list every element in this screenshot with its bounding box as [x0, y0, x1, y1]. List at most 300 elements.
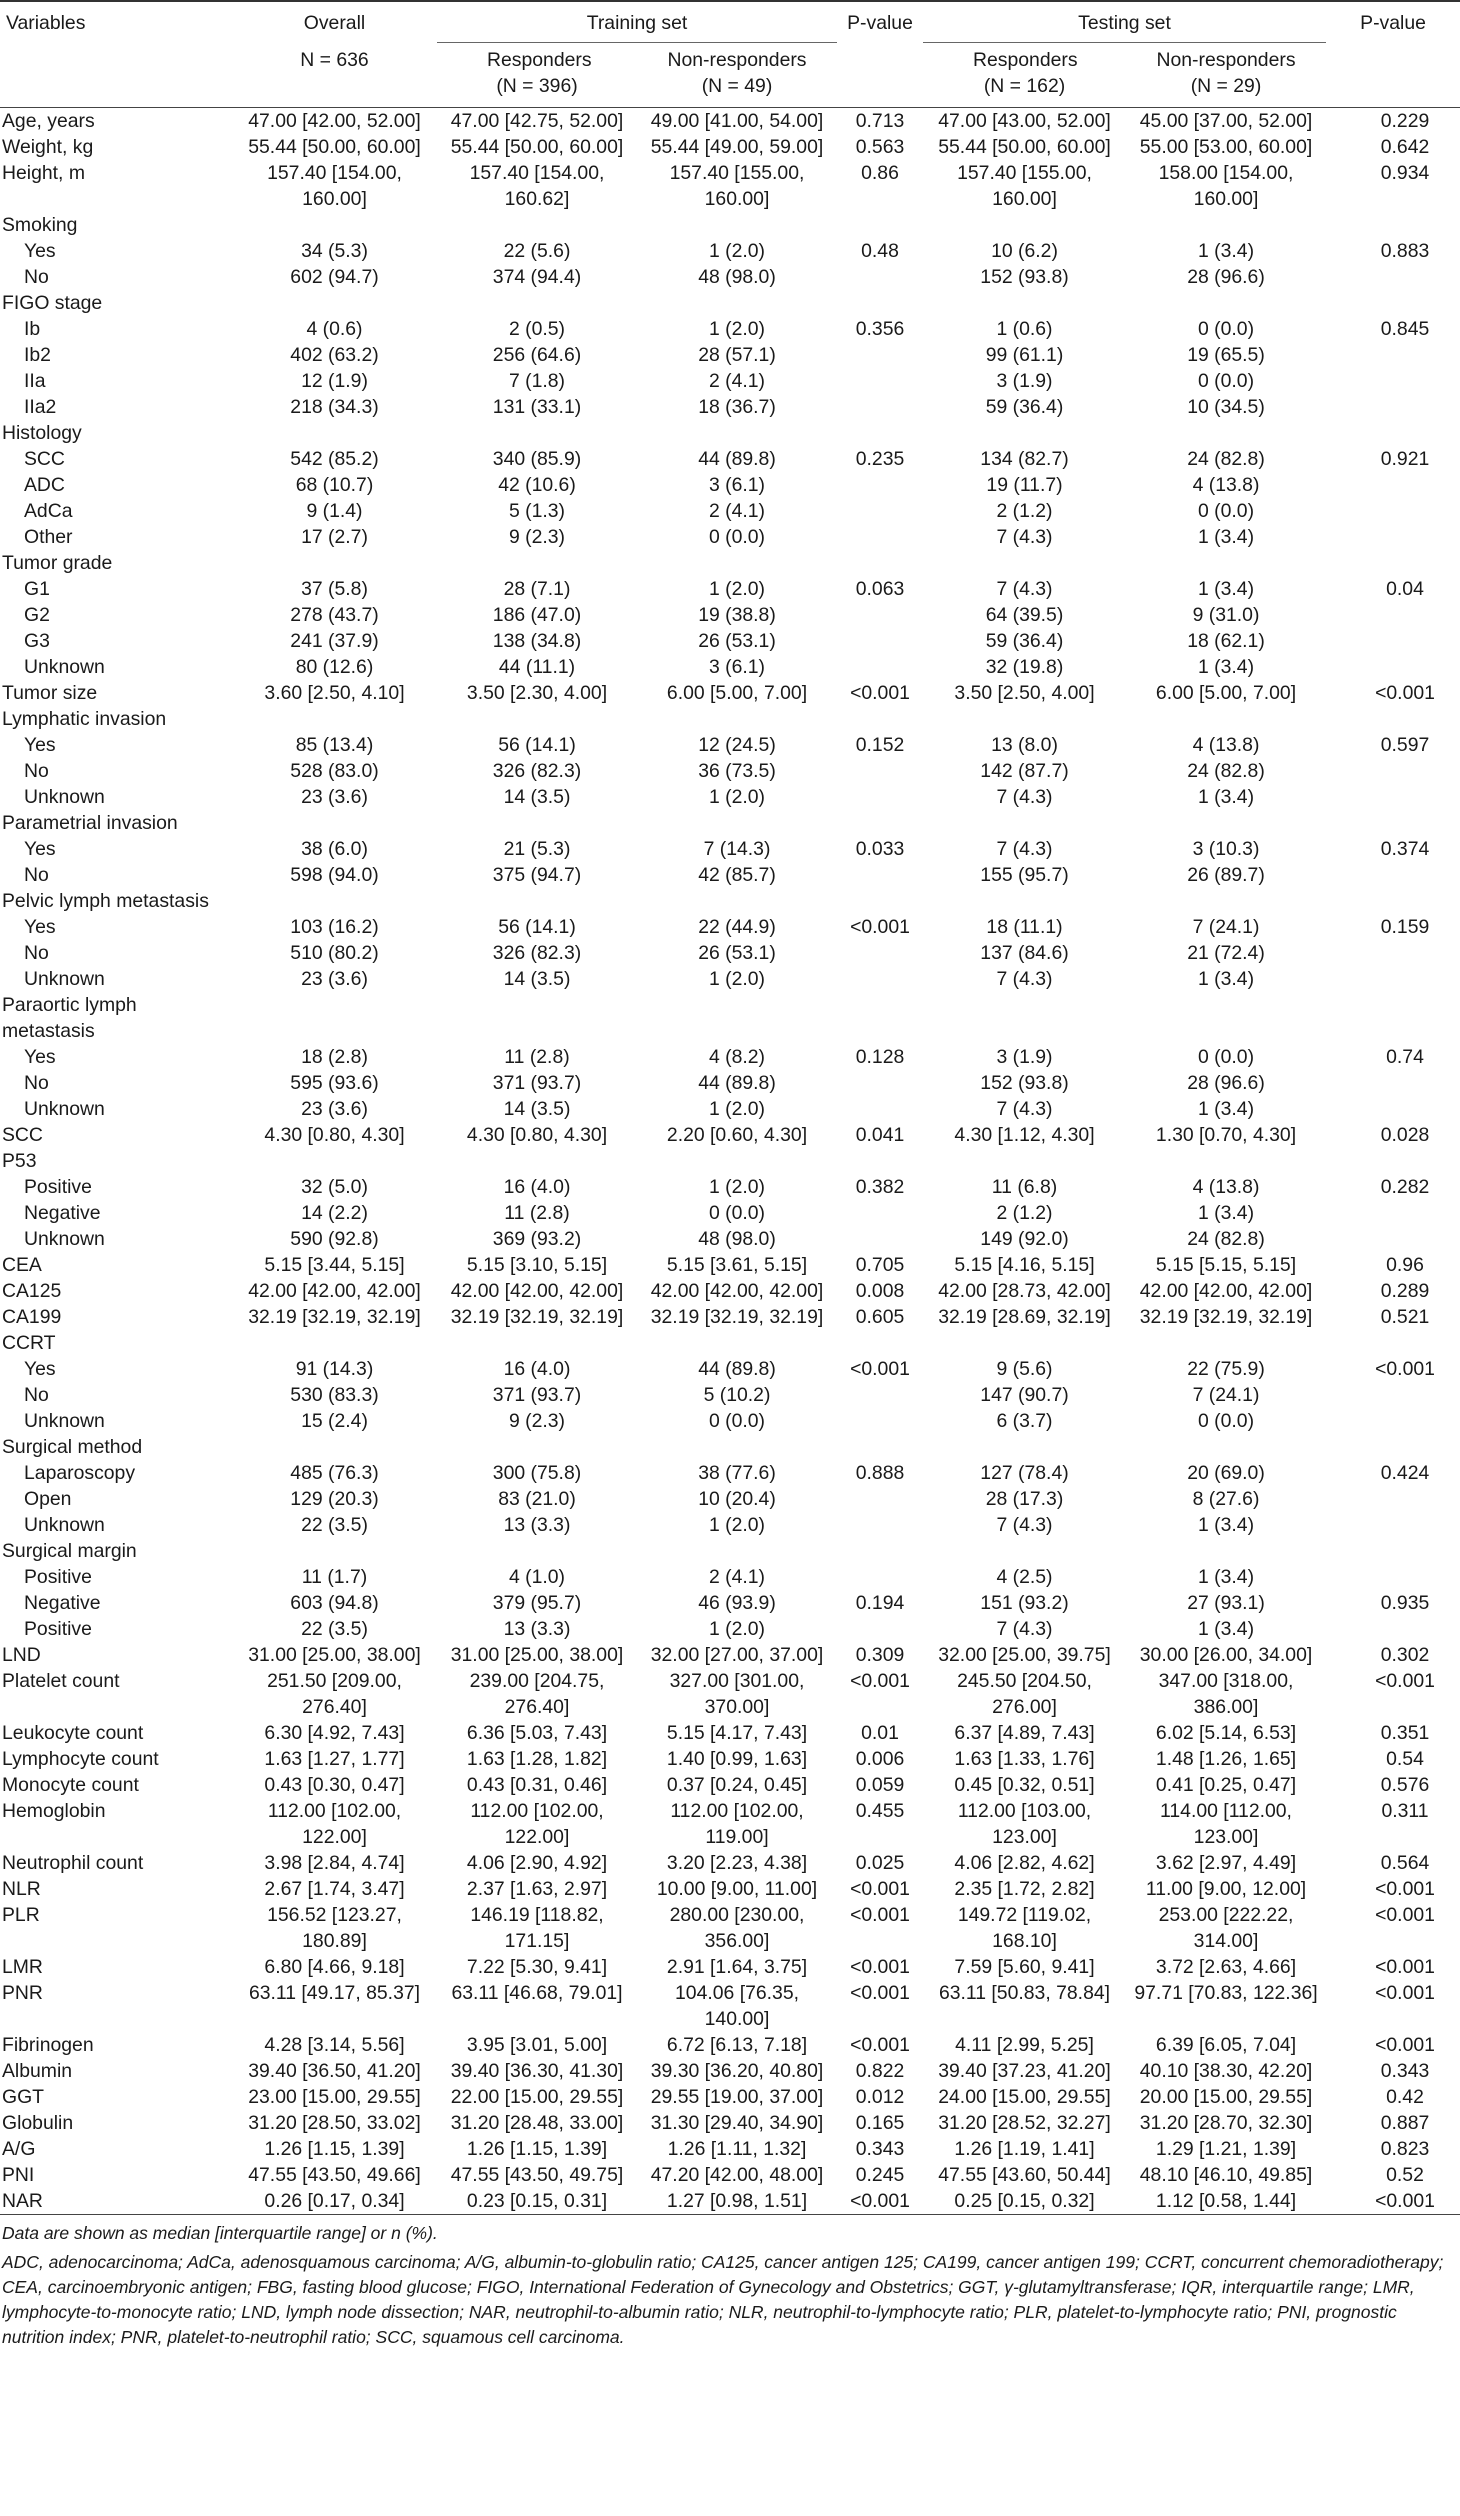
cell-testing-non-responders: 1 (3.4) [1197, 1618, 1255, 1640]
cell-testing-responders [923, 1148, 1126, 1174]
row-label: Height, m [2, 162, 85, 184]
cell-testing-non-responders: 1.30 [0.70, 4.30] [1155, 1124, 1297, 1146]
cell-overall: 5.15 [3.44, 5.15] [264, 1254, 405, 1276]
cell-training-responders: 4.06 [2.90, 4.92] [466, 1852, 608, 1874]
cell-testing-responders: 19 (11.7) [986, 474, 1063, 496]
cell-overall: 23.00 [15.00, 29.55] [248, 2086, 421, 2108]
cell-testing-non-responders: 158.00 [154.00, 160.00] [1158, 162, 1294, 210]
row-label: NAR [2, 2190, 43, 2212]
cell-training-responders: 157.40 [154.00, 160.62] [469, 162, 605, 210]
cell-testing-responders: 2.35 [1.72, 2.82] [954, 1878, 1095, 1900]
cell-testing-responders [923, 1538, 1126, 1564]
table-row [0, 784, 1460, 810]
cell-training-non-responders [637, 810, 837, 836]
cell-training-non-responders [637, 706, 837, 732]
cell-training-non-responders: 28 (57.1) [698, 344, 776, 366]
cell-overall [232, 1148, 437, 1174]
cell-p-value-testing: 0.028 [1380, 1124, 1430, 1146]
cell-overall: 47.00 [42.00, 52.00] [248, 110, 421, 132]
table-row [0, 134, 1460, 160]
cell-training-non-responders: 1 (2.0) [708, 786, 766, 808]
cell-p-value-testing [1326, 966, 1460, 992]
cell-testing-non-responders [1126, 706, 1326, 732]
cell-p-value-training [837, 264, 923, 290]
cell-p-value-testing [1326, 758, 1460, 784]
table-row [0, 368, 1460, 394]
cell-testing-non-responders [1126, 550, 1326, 576]
cell-p-value-training [837, 784, 923, 810]
row-label: Ib [24, 318, 41, 340]
cell-training-non-responders: 2 (4.1) [708, 500, 766, 522]
cell-testing-responders: 245.50 [204.50, 276.00] [957, 1670, 1092, 1718]
row-label: Leukocyte count [2, 1722, 144, 1744]
cell-testing-responders: 149 (92.0) [980, 1228, 1069, 1250]
row-label: NLR [2, 1878, 41, 1900]
cell-testing-non-responders [1126, 1538, 1326, 1564]
cell-training-responders: 7 (1.8) [508, 370, 566, 392]
table-row [0, 1486, 1460, 1512]
cell-p-value-testing [1326, 940, 1460, 966]
cell-p-value-training: <0.001 [850, 916, 910, 938]
cell-overall: 32.19 [32.19, 32.19] [248, 1306, 421, 1328]
table-row [0, 914, 1460, 940]
row-label: Positive [24, 1566, 92, 1588]
row-label: No [24, 1072, 49, 1094]
header-variables: Variables [6, 12, 86, 34]
table-row [0, 2084, 1460, 2110]
table-row [0, 342, 1460, 368]
cell-training-non-responders: 48 (98.0) [698, 1228, 776, 1250]
cell-p-value-testing: <0.001 [1375, 1358, 1435, 1380]
cell-overall: 55.44 [50.00, 60.00] [248, 136, 421, 158]
cell-overall: 4 (0.6) [306, 318, 363, 340]
cell-overall: 0.43 [0.30, 0.47] [264, 1774, 405, 1796]
table-row [0, 1226, 1460, 1252]
cell-training-responders: 326 (82.3) [492, 942, 582, 964]
row-label: PLR [2, 1904, 40, 1926]
cell-training-responders: 14 (3.5) [503, 786, 571, 808]
cell-p-value-training: 0.605 [855, 1306, 905, 1328]
table-row [0, 498, 1460, 524]
row-label: No [24, 1384, 49, 1406]
row-label: No [24, 864, 49, 886]
cell-overall [232, 992, 437, 1044]
cell-p-value-testing: <0.001 [1375, 682, 1435, 704]
cell-p-value-training: <0.001 [850, 2190, 910, 2212]
cell-training-non-responders [637, 550, 837, 576]
cell-testing-responders: 11 (6.8) [991, 1176, 1058, 1198]
cell-training-non-responders: 26 (53.1) [698, 942, 776, 964]
cell-p-value-testing [1326, 1226, 1460, 1252]
table-row [0, 758, 1460, 784]
cell-training-non-responders: 5.15 [4.17, 7.43] [666, 1722, 808, 1744]
cell-testing-non-responders: 1 (3.4) [1197, 1566, 1255, 1588]
cell-p-value-testing: 0.424 [1380, 1462, 1430, 1484]
cell-p-value-testing: 0.282 [1380, 1176, 1430, 1198]
header-row-2 [0, 43, 1460, 108]
row-label: Unknown [24, 1410, 105, 1432]
cell-training-responders: 16 (4.0) [503, 1358, 571, 1380]
table-row [0, 1954, 1460, 1980]
table-row [0, 1382, 1460, 1408]
cell-training-responders [437, 706, 637, 732]
row-label: CEA [2, 1254, 42, 1276]
table-group-row [0, 992, 1460, 1044]
cell-p-value-training [837, 368, 923, 394]
table-row [0, 576, 1460, 602]
row-label: Positive [24, 1176, 92, 1198]
table-row [0, 2032, 1460, 2058]
cell-overall: 23 (3.6) [301, 968, 368, 990]
table-row [0, 1642, 1460, 1668]
cell-training-non-responders: 55.44 [49.00, 59.00] [650, 136, 824, 158]
cell-p-value-testing [1326, 810, 1460, 836]
row-label: CA125 [2, 1280, 62, 1302]
cell-p-value-training [837, 212, 923, 238]
cell-overall: 38 (6.0) [301, 838, 368, 860]
table-row [0, 602, 1460, 628]
cell-p-value-testing [1326, 1330, 1460, 1356]
row-label: SCC [24, 448, 65, 470]
cell-p-value-testing: 0.597 [1380, 734, 1430, 756]
cell-training-non-responders [637, 1148, 837, 1174]
cell-training-non-responders: 327.00 [301.00, 370.00] [669, 1670, 805, 1718]
cell-p-value-testing: 0.96 [1386, 1254, 1424, 1276]
cell-testing-non-responders: 347.00 [318.00, 386.00] [1158, 1670, 1294, 1718]
cell-training-non-responders: 7 (14.3) [703, 838, 771, 860]
cell-p-value-training: 0.309 [855, 1644, 905, 1666]
cell-p-value-training [837, 1148, 923, 1174]
row-label: Histology [2, 422, 82, 444]
cell-p-value-training [837, 602, 923, 628]
cell-overall: 85 (13.4) [295, 734, 374, 756]
cell-training-responders [437, 550, 637, 576]
table-group-row [0, 888, 1460, 914]
cell-overall: 91 (14.3) [295, 1358, 374, 1380]
cell-training-responders: 0.43 [0.31, 0.46] [466, 1774, 608, 1796]
cell-p-value-training [837, 888, 923, 914]
cell-p-value-testing [1326, 420, 1460, 446]
cell-training-responders [437, 1148, 637, 1174]
cell-testing-responders: 99 (61.1) [985, 344, 1064, 366]
cell-training-responders: 375 (94.7) [492, 864, 582, 886]
cell-training-responders [437, 212, 637, 238]
cell-testing-responders: 142 (87.7) [980, 760, 1069, 782]
cell-overall: 2.67 [1.74, 3.47] [264, 1878, 405, 1900]
header-training-set: Training set [437, 1, 837, 43]
cell-testing-non-responders: 48.10 [46.10, 49.85] [1139, 2164, 1313, 2186]
cell-testing-non-responders: 3 (10.3) [1192, 838, 1260, 860]
row-label: Unknown [24, 656, 105, 678]
table-row [0, 316, 1460, 342]
cell-testing-non-responders: 0 (0.0) [1197, 500, 1255, 522]
row-label: G2 [24, 604, 50, 626]
cell-training-non-responders: 2 (4.1) [708, 1566, 766, 1588]
cell-testing-responders: 63.11 [50.83, 78.84] [938, 1982, 1111, 2004]
table-row [0, 862, 1460, 888]
cell-testing-responders: 147 (90.7) [980, 1384, 1069, 1406]
cell-testing-non-responders [1126, 888, 1326, 914]
cell-testing-non-responders: 20.00 [15.00, 29.55] [1139, 2086, 1313, 2108]
cell-testing-responders: 13 (8.0) [991, 734, 1058, 756]
cell-p-value-training [837, 1564, 923, 1590]
cell-overall: 598 (94.0) [290, 864, 379, 886]
cell-testing-non-responders: 1 (3.4) [1197, 786, 1255, 808]
cell-training-non-responders: 4 (8.2) [708, 1046, 766, 1068]
cell-p-value-testing [1326, 628, 1460, 654]
row-label: Yes [24, 1046, 56, 1068]
cell-training-non-responders: 0 (0.0) [708, 1410, 766, 1432]
cell-overall: 595 (93.6) [290, 1072, 379, 1094]
cell-training-responders: 326 (82.3) [492, 760, 582, 782]
cell-overall [232, 810, 437, 836]
table-row [0, 2188, 1460, 2214]
cell-p-value-training [837, 810, 923, 836]
cell-training-responders: 340 (85.9) [492, 448, 582, 470]
cell-p-value-testing: 0.42 [1386, 2086, 1424, 2108]
cell-testing-non-responders: 24 (82.8) [1187, 760, 1265, 782]
cell-testing-responders: 64 (39.5) [985, 604, 1064, 626]
cell-p-value-training: <0.001 [850, 1670, 910, 1692]
row-label: G3 [24, 630, 50, 652]
cell-p-value-testing: 0.935 [1380, 1592, 1430, 1614]
table-group-row [0, 420, 1460, 446]
cell-p-value-testing [1326, 1512, 1460, 1538]
cell-testing-responders: 10 (6.2) [991, 240, 1058, 262]
table-row [0, 2162, 1460, 2188]
table-group-row [0, 550, 1460, 576]
header-row-1 [0, 1, 1460, 43]
cell-p-value-testing: 0.229 [1380, 110, 1430, 132]
cell-testing-non-responders: 10 (34.5) [1187, 396, 1265, 418]
cell-testing-responders [923, 810, 1126, 836]
cell-p-value-testing [1326, 1486, 1460, 1512]
cell-testing-responders: 2 (1.2) [996, 1202, 1053, 1224]
cell-testing-non-responders: 28 (96.6) [1187, 1072, 1265, 1094]
cell-overall: 278 (43.7) [290, 604, 379, 626]
cell-testing-responders: 18 (11.1) [986, 916, 1063, 938]
table-row [0, 2110, 1460, 2136]
cell-overall: 157.40 [154.00, 160.00] [267, 162, 402, 210]
row-label: Age, years [2, 110, 95, 132]
cell-testing-responders: 3 (1.9) [996, 370, 1053, 392]
cell-testing-non-responders: 22 (75.9) [1187, 1358, 1265, 1380]
cell-p-value-training [837, 290, 923, 316]
table-group-row [0, 1434, 1460, 1460]
row-label: Fibrinogen [2, 2034, 94, 2056]
cell-testing-non-responders: 1 (3.4) [1197, 526, 1255, 548]
cell-training-responders: 28 (7.1) [503, 578, 571, 600]
cell-testing-non-responders: 1 (3.4) [1197, 1514, 1255, 1536]
row-label: CA199 [2, 1306, 62, 1328]
cell-testing-non-responders: 24 (82.8) [1187, 448, 1265, 470]
cell-p-value-training: 0.128 [855, 1046, 905, 1068]
cell-testing-non-responders: 97.71 [70.83, 122.36] [1134, 1982, 1318, 2004]
cell-testing-non-responders: 18 (62.1) [1187, 630, 1265, 652]
cell-testing-responders: 3.50 [2.50, 4.00] [954, 682, 1095, 704]
cell-overall: 542 (85.2) [290, 448, 379, 470]
cell-testing-responders: 6.37 [4.89, 7.43] [954, 1722, 1095, 1744]
cell-training-responders: 4 (1.0) [508, 1566, 566, 1588]
cell-training-non-responders: 44 (89.8) [698, 448, 776, 470]
cell-testing-non-responders: 0 (0.0) [1197, 1410, 1255, 1432]
cell-testing-responders: 47.55 [43.60, 50.44] [938, 2164, 1111, 2186]
cell-testing-non-responders [1126, 810, 1326, 836]
cell-overall: 6.80 [4.66, 9.18] [264, 1956, 405, 1978]
cell-testing-responders: 112.00 [103.00, 123.00] [957, 1800, 1092, 1848]
cell-p-value-training [837, 1434, 923, 1460]
cell-testing-responders: 0.45 [0.32, 0.51] [954, 1774, 1095, 1796]
row-label: CCRT [2, 1332, 56, 1354]
cell-p-value-training [837, 992, 923, 1044]
cell-training-responders: 13 (3.3) [503, 1618, 571, 1640]
cell-testing-non-responders: 3.62 [2.97, 4.49] [1155, 1852, 1297, 1874]
cell-p-value-training: 0.012 [855, 2086, 905, 2108]
cell-testing-non-responders: 253.00 [222.22, 314.00] [1158, 1904, 1294, 1952]
cell-p-value-training [837, 420, 923, 446]
cell-training-responders: 371 (93.7) [492, 1072, 582, 1094]
cell-overall [232, 420, 437, 446]
row-label: Pelvic lymph metastasis [2, 890, 209, 912]
cell-p-value-testing: 0.311 [1381, 1800, 1429, 1822]
cell-training-non-responders: 1 (2.0) [708, 968, 766, 990]
row-label: Neutrophil count [2, 1852, 144, 1874]
cell-overall: 17 (2.7) [301, 526, 368, 548]
cell-overall: 251.50 [209.00, 276.40] [267, 1670, 402, 1718]
table-row [0, 628, 1460, 654]
cell-testing-responders: 134 (82.7) [980, 448, 1069, 470]
cell-p-value-training [837, 1382, 923, 1408]
cell-p-value-testing [1326, 1538, 1460, 1564]
row-label: Monocyte count [2, 1774, 139, 1796]
table-row [0, 1772, 1460, 1798]
cell-training-responders: 47.55 [43.50, 49.75] [450, 2164, 624, 2186]
cell-testing-non-responders: 20 (69.0) [1187, 1462, 1265, 1484]
cell-training-non-responders: 47.20 [42.00, 48.00] [650, 2164, 824, 2186]
cell-training-responders: 300 (75.8) [492, 1462, 582, 1484]
table-row [0, 966, 1460, 992]
cell-training-non-responders: 3 (6.1) [708, 474, 766, 496]
cell-training-responders [437, 1330, 637, 1356]
cell-p-value-testing [1326, 706, 1460, 732]
cell-training-responders: 5.15 [3.10, 5.15] [466, 1254, 608, 1276]
cell-testing-responders: 1 (0.6) [996, 318, 1053, 340]
cell-p-value-testing: 0.74 [1386, 1046, 1424, 1068]
cell-p-value-training: 0.713 [855, 110, 905, 132]
table-row [0, 2136, 1460, 2162]
cell-training-responders: 3.95 [3.01, 5.00] [466, 2034, 608, 2056]
table-row [0, 1798, 1460, 1850]
cell-overall: 528 (83.0) [290, 760, 379, 782]
cell-testing-non-responders: 5.15 [5.15, 5.15] [1155, 1254, 1297, 1276]
cell-p-value-training: <0.001 [850, 1982, 910, 2004]
cell-testing-non-responders: 4 (13.8) [1192, 474, 1260, 496]
table-row [0, 1408, 1460, 1434]
table-row [0, 1668, 1460, 1720]
cell-training-non-responders: 1 (2.0) [708, 1098, 766, 1120]
row-label: No [24, 266, 49, 288]
cell-p-value-testing: 0.343 [1380, 2060, 1430, 2082]
cell-training-responders: 11 (2.8) [504, 1202, 570, 1224]
cell-p-value-testing [1326, 1148, 1460, 1174]
cell-training-non-responders: 19 (38.8) [698, 604, 776, 626]
cell-overall: 530 (83.3) [290, 1384, 379, 1406]
cell-overall: 11 (1.7) [301, 1566, 368, 1588]
cell-p-value-training [837, 1226, 923, 1252]
cell-testing-responders: 152 (93.8) [980, 266, 1069, 288]
cell-p-value-training: 0.705 [855, 1254, 905, 1276]
cell-p-value-testing [1326, 342, 1460, 368]
cell-overall: 39.40 [36.50, 41.20] [248, 2060, 421, 2082]
cell-overall: 14 (2.2) [301, 1202, 368, 1224]
cell-p-value-testing: 0.289 [1380, 1280, 1430, 1302]
cell-testing-responders: 149.72 [119.02, 168.10] [957, 1904, 1092, 1952]
cell-training-responders [437, 810, 637, 836]
row-label: Hemoglobin [2, 1800, 106, 1822]
cell-testing-non-responders: 3.72 [2.63, 4.66] [1155, 1956, 1297, 1978]
row-label: FIGO stage [2, 292, 103, 314]
cell-training-non-responders: 1 (2.0) [708, 1514, 766, 1536]
row-label: Surgical margin [2, 1540, 137, 1562]
cell-training-responders: 42.00 [42.00, 42.00] [450, 1280, 624, 1302]
cell-training-responders: 31.00 [25.00, 38.00] [450, 1644, 624, 1666]
cell-overall: 9 (1.4) [306, 500, 363, 522]
cell-p-value-training: 0.563 [855, 136, 905, 158]
cell-p-value-training: <0.001 [850, 1358, 910, 1380]
cell-p-value-training: 0.059 [855, 1774, 905, 1796]
cell-training-responders: 379 (95.7) [492, 1592, 582, 1614]
cell-overall [232, 212, 437, 238]
cell-overall: 218 (34.3) [290, 396, 379, 418]
cell-p-value-training: 0.343 [855, 2138, 905, 2160]
cell-p-value-testing: 0.04 [1386, 578, 1424, 600]
cell-overall: 129 (20.3) [290, 1488, 379, 1510]
row-label: AdCa [24, 500, 73, 522]
header-overall-n: N = 636 [300, 48, 369, 71]
cell-training-non-responders: 1.27 [0.98, 1.51] [666, 2190, 808, 2212]
cell-p-value-training [837, 758, 923, 784]
table-group-row [0, 290, 1460, 316]
cell-training-responders: 22.00 [15.00, 29.55] [450, 2086, 624, 2108]
cell-p-value-training: 0.245 [855, 2164, 905, 2186]
cell-training-responders [437, 290, 637, 316]
cell-testing-non-responders: 1 (3.4) [1197, 578, 1255, 600]
row-label: No [24, 760, 49, 782]
cell-training-non-responders: 12 (24.5) [698, 734, 776, 756]
cell-p-value-testing [1326, 654, 1460, 680]
table-row [0, 836, 1460, 862]
cell-p-value-training [837, 524, 923, 550]
cell-testing-responders: 6 (3.7) [996, 1410, 1053, 1432]
header-p-value-training: P-value [847, 12, 913, 34]
cell-testing-non-responders: 1 (3.4) [1197, 1202, 1255, 1224]
cell-p-value-training: 0.194 [855, 1592, 905, 1614]
cell-testing-non-responders [1126, 1330, 1326, 1356]
cell-testing-non-responders: 4 (13.8) [1192, 1176, 1260, 1198]
row-label: Yes [24, 1358, 56, 1380]
row-label: Yes [24, 734, 56, 756]
cell-testing-responders: 1.63 [1.33, 1.76] [954, 1748, 1095, 1770]
cell-testing-non-responders: 7 (24.1) [1192, 916, 1260, 938]
cell-training-responders: 7.22 [5.30, 9.41] [466, 1956, 608, 1978]
cell-p-value-testing: <0.001 [1375, 2190, 1435, 2212]
cell-testing-non-responders: 1 (3.4) [1197, 656, 1255, 678]
cell-overall: 68 (10.7) [295, 474, 374, 496]
cell-training-responders: 32.19 [32.19, 32.19] [450, 1306, 624, 1328]
cell-testing-responders: 7 (4.3) [996, 578, 1053, 600]
cell-training-non-responders: 29.55 [19.00, 37.00] [650, 2086, 824, 2108]
cell-training-responders: 6.36 [5.03, 7.43] [466, 1722, 608, 1744]
